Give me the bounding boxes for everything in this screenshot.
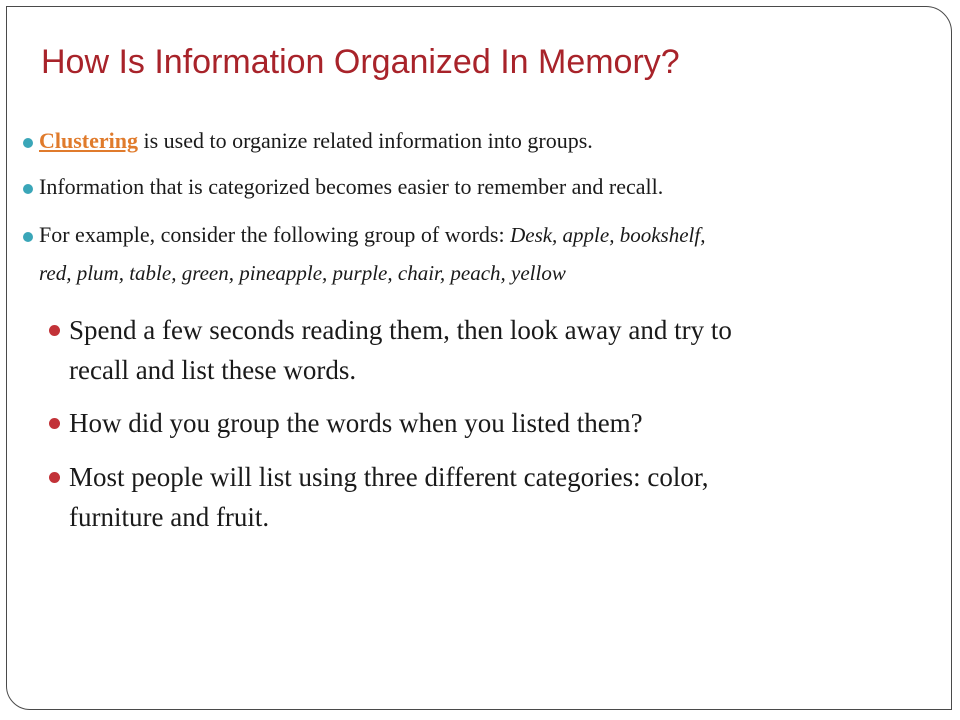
bullet-example [39,218,705,252]
clustering-link[interactable]: Clustering [39,128,138,153]
sub-bullet-how: How did you group the words when you listed them? [69,408,643,438]
sub-bullet-line: recall and list these words. [69,355,357,385]
bullet-text: For example, consider the following group of words: [39,222,511,247]
word-list-line1: Desk, apple, bookshelf, [510,223,706,247]
sub-bullet-dot [49,472,60,483]
bullet-clustering [39,124,593,158]
bullet-dot [23,232,33,242]
sub-bullet-line: Most people will list using three different categories: color, [69,462,709,492]
sub-bullet-dot [49,325,60,336]
sub-bullet-line: furniture and fruit. [69,502,270,532]
slide-frame [6,6,952,710]
bullet-dot [23,184,33,194]
bullet-categorized: Information that is categorized becomes easier to remember and recall. [39,174,664,199]
word-list-line2-container [39,256,566,290]
sub-bullet-dot [49,418,60,429]
bullet-text: is used to organize related information into groups. [138,128,593,153]
word-list-line2: red, plum, table, green, pineapple, purple, chair, peach, yellow [39,261,566,285]
bullet-dot [23,138,33,148]
sub-bullet-most [69,457,709,537]
slide-title: How Is Information Organized In Memory? [41,43,680,81]
sub-bullet-line: Spend a few seconds reading them, then look away and try to [69,315,732,345]
sub-bullet-spend [69,310,732,390]
